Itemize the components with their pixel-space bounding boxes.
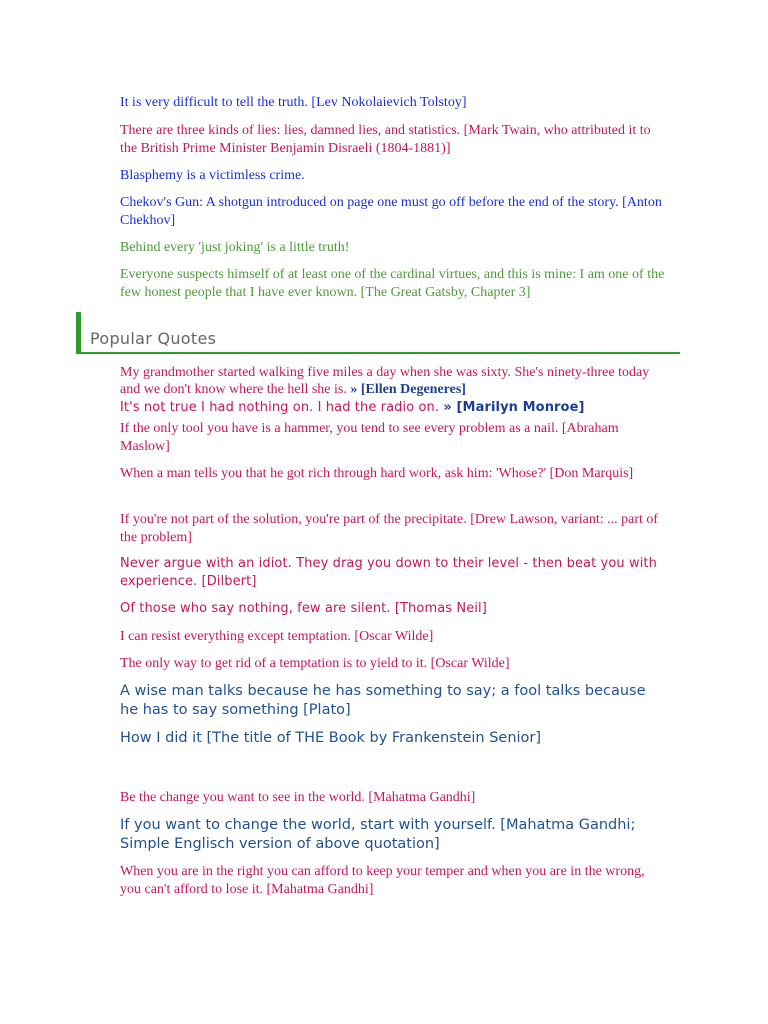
quote-tolstoy: It is very difficult to tell the truth. [Lev Nokolaievich Tolstoy]: [120, 95, 467, 110]
section-title: Popular Quotes: [90, 329, 217, 348]
quote-dilbert: Never argue with an idiot. They drag you down to their level - then beat you with experience. [Dilbert]: [120, 556, 657, 589]
quote-monroe-attribution: » [Marilyn Monroe]: [443, 400, 585, 415]
quote-just-joking: Behind every 'just joking' is a little truth!: [120, 240, 350, 255]
quote-chekhov: Chekov's Gun: A shotgun introduced on page one must go off before the end of the story. [Anton Chekhov]: [120, 195, 662, 228]
quote-degeneres-text: My grandmother started walking five miles a day when she was sixty. She's ninety-three today and we don't know where the hell she is.: [120, 365, 650, 397]
quote-lawson: If you're not part of the solution, you're part of the precipitate. [Drew Lawson, variant: ... part of the problem]: [120, 512, 659, 545]
quote-blasphemy: Blasphemy is a victimless crime.: [120, 168, 305, 183]
quote-wilde-yield: The only way to get rid of a temptation is to yield to it. [Oscar Wilde]: [120, 656, 510, 671]
quote-twain: There are three kinds of lies: lies, damned lies, and statistics. [Mark Twain, who attributed it to the British Prime Minister Benjamin Disraeli (1804-1881)]: [120, 123, 651, 156]
quote-plato: A wise man talks because he has something to say; a fool talks because he has to say something [Plato]: [120, 683, 646, 718]
section-underline: [76, 352, 680, 354]
quote-monroe: [120, 399, 665, 417]
section-heading-popular-quotes: [76, 312, 680, 354]
quote-wilde-temptation: I can resist everything except temptation. [Oscar Wilde]: [120, 629, 434, 644]
quote-maslow: If the only tool you have is a hammer, you tend to see every problem as a nail. [Abraham Maslow]: [120, 421, 619, 454]
quote-frankenstein: How I did it [The title of THE Book by Frankenstein Senior]: [120, 730, 542, 746]
quote-monroe-text: It's not true I had nothing on. I had the radio on.: [120, 400, 444, 415]
quote-gandhi-temper: When you are in the right you can afford to keep your temper and when you are in the wrong, you can't afford to lose it. [Mahatma Gandhi]: [120, 864, 645, 897]
quote-gandhi-change: Be the change you want to see in the world. [Mahatma Gandhi]: [120, 790, 476, 805]
quote-gatsby: Everyone suspects himself of at least one of the cardinal virtues, and this is mine: I am one of the few honest people that I have ever known. [The Great Gatsby, Chapter 3]: [120, 267, 665, 300]
quote-degeneres: [120, 364, 665, 398]
quote-degeneres-attribution: » [Ellen Degeneres]: [350, 382, 466, 397]
quote-gandhi-simple: If you want to change the world, start with yourself. [Mahatma Gandhi; Simple Englisch version of above quotation]: [120, 817, 636, 852]
quote-neil: Of those who say nothing, few are silent. [Thomas Neil]: [120, 601, 487, 616]
quote-marquis: When a man tells you that he got rich through hard work, ask him: 'Whose?' [Don Marquis]: [120, 466, 634, 481]
section-accent-bar: [76, 312, 81, 354]
